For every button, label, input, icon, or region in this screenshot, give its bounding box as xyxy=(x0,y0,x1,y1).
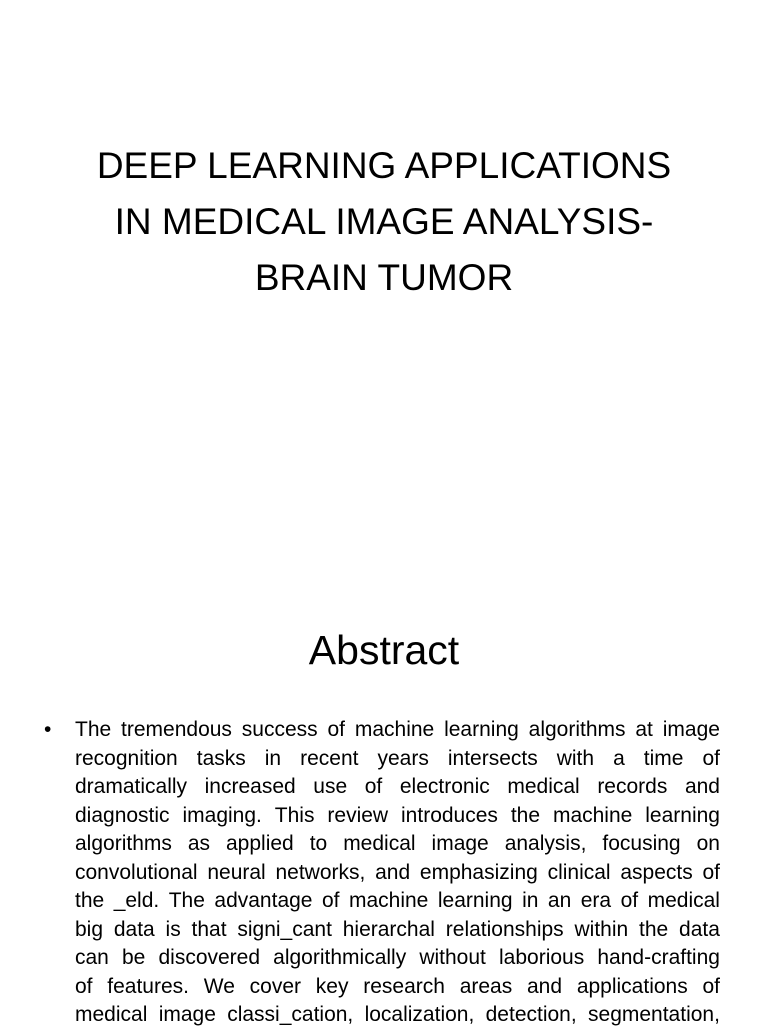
abstract-word: data xyxy=(113,917,155,941)
abstract-word: focusing xyxy=(602,832,681,855)
abstract-word: detection, xyxy=(485,1003,577,1026)
abstract-line xyxy=(75,773,720,802)
abstract-word: convolutional xyxy=(75,860,198,884)
abstract-word: diagnostic xyxy=(75,803,170,827)
abstract-word: machine xyxy=(552,803,633,827)
abstract-word: tasks xyxy=(196,746,246,770)
abstract-word: a xyxy=(613,746,625,770)
abstract-word: machine xyxy=(354,718,435,741)
abstract-word: big xyxy=(75,917,104,941)
abstract-line xyxy=(75,830,720,859)
abstract-heading: Abstract xyxy=(308,627,460,673)
abstract-word: localization, xyxy=(364,1003,475,1026)
abstract-line xyxy=(75,973,720,1002)
abstract-word: medical xyxy=(647,889,720,912)
abstract-word: analysis, xyxy=(504,832,587,855)
slide-title-line-1: DEEP LEARNING APPLICATIONS xyxy=(96,145,672,186)
abstract-word: classi_cation, xyxy=(227,1003,354,1026)
abstract-word: of xyxy=(75,974,93,998)
abstract-word: image xyxy=(158,1003,216,1026)
abstract-word: of xyxy=(620,889,639,912)
abstract-word: and xyxy=(527,974,563,998)
abstract-word: that xyxy=(191,917,227,941)
abstract-word: medical xyxy=(507,775,580,798)
slide-title-line-2: IN MEDICAL IMAGE ANALYSIS- xyxy=(114,201,654,242)
abstract-word: at xyxy=(635,718,653,741)
abstract-word: in xyxy=(522,889,539,912)
abstract-word: aspects xyxy=(620,860,693,884)
abstract-word: recent xyxy=(300,746,359,770)
abstract-paragraph xyxy=(75,716,720,1030)
abstract-word: machine xyxy=(348,889,429,912)
abstract-word: algorithmically xyxy=(273,946,407,969)
abstract-word: success xyxy=(241,718,318,741)
abstract-word: the xyxy=(75,889,105,912)
abstract-word: is xyxy=(165,917,181,941)
abstract-word: time xyxy=(643,746,684,770)
abstract-line xyxy=(75,887,720,916)
abstract-word: dramatically xyxy=(75,775,188,798)
abstract-line xyxy=(75,944,720,973)
abstract-word: the xyxy=(510,803,541,827)
abstract-word: segmentation, xyxy=(588,1003,720,1026)
abstract-word: discovered xyxy=(158,946,261,969)
abstract-word: learning xyxy=(645,803,720,827)
abstract-word: learning xyxy=(437,889,513,912)
abstract-line xyxy=(75,1001,720,1030)
abstract-word: key xyxy=(315,974,349,998)
abstract-word: of xyxy=(702,746,720,770)
abstract-word: medical xyxy=(343,832,416,855)
abstract-word: The xyxy=(168,889,205,912)
abstract-word: features. xyxy=(107,974,189,998)
abstract-word: neural xyxy=(207,860,266,884)
abstract-word: cover xyxy=(249,974,302,998)
abstract-word: image xyxy=(431,832,489,855)
abstract-word: research xyxy=(363,974,445,998)
abstract-word: to xyxy=(309,832,328,855)
abstract-word: increased xyxy=(204,775,296,798)
abstract-word: years xyxy=(377,746,429,770)
abstract-word: imaging. xyxy=(182,803,262,827)
abstract-word: This xyxy=(274,803,315,827)
abstract-word: learning xyxy=(444,718,519,741)
abstract-word: and xyxy=(375,860,411,884)
abstract-word: as xyxy=(187,832,211,855)
abstract-word: of xyxy=(364,775,383,798)
abstract-word: tremendous xyxy=(121,718,232,741)
abstract-word: can xyxy=(75,946,109,969)
slide-title xyxy=(0,138,768,306)
abstract-word: without xyxy=(419,946,486,969)
abstract-word: electronic xyxy=(399,775,490,798)
abstract-word: We xyxy=(203,974,235,998)
abstract-word: records xyxy=(597,775,668,798)
abstract-word: data xyxy=(679,917,720,941)
abstract-word: of xyxy=(321,889,340,912)
abstract-line xyxy=(75,802,720,831)
abstract-line xyxy=(75,716,720,745)
abstract-word: within xyxy=(574,917,629,941)
abstract-word: areas xyxy=(459,974,513,998)
abstract-word: networks, xyxy=(275,860,366,884)
abstract-word: signi_cant xyxy=(237,917,332,941)
abstract-word: laborious xyxy=(499,946,585,969)
abstract-word: advantage xyxy=(214,889,313,912)
abstract-word: _eld. xyxy=(113,889,160,912)
abstract-word: use xyxy=(313,775,348,798)
abstract-word: be xyxy=(121,946,146,969)
abstract-word: recognition xyxy=(75,746,178,770)
abstract-word: of xyxy=(702,860,720,884)
abstract-word: applications xyxy=(576,974,688,998)
abstract-word: algorithms xyxy=(75,832,172,855)
bullet-marker: • xyxy=(44,718,52,741)
abstract-word: review xyxy=(327,803,389,827)
abstract-word: relationships xyxy=(445,917,564,941)
abstract-word: introduces xyxy=(401,803,498,827)
abstract-word: medical xyxy=(75,1003,148,1026)
abstract-word: The xyxy=(75,718,112,741)
abstract-word: of xyxy=(702,974,720,998)
abstract-word: an xyxy=(547,889,572,912)
abstract-word: emphasizing xyxy=(419,860,538,884)
abstract-line xyxy=(75,745,720,774)
abstract-word: the xyxy=(639,917,669,941)
slide-title-line-3: BRAIN TUMOR xyxy=(254,257,514,298)
abstract-word: applied xyxy=(226,832,294,855)
abstract-line xyxy=(75,859,720,888)
abstract-word: clinical xyxy=(547,860,611,884)
abstract-word: in xyxy=(264,746,282,770)
abstract-word: on xyxy=(696,832,720,855)
abstract-word: with xyxy=(556,746,595,770)
abstract-word: hand-crafting xyxy=(597,946,720,969)
abstract-word: algorithms xyxy=(528,718,626,741)
abstract-word: era xyxy=(580,889,612,912)
abstract-word: hierarchal xyxy=(342,917,435,941)
abstract-word: and xyxy=(684,775,720,798)
abstract-word: of xyxy=(327,718,345,741)
abstract-word: intersects xyxy=(447,746,538,770)
abstract-word: image xyxy=(662,718,720,741)
abstract-line xyxy=(75,916,720,945)
